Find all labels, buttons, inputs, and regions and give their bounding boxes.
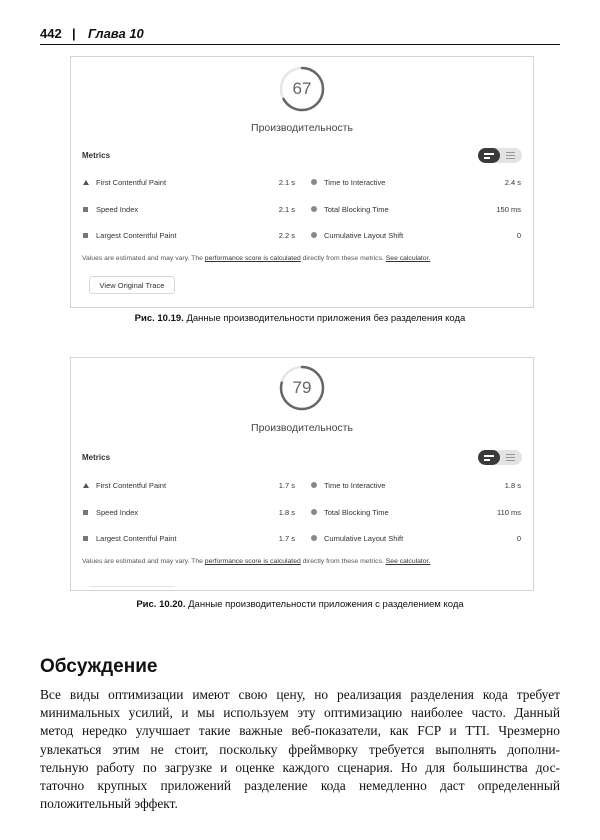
metric-value: 1.7 s [278,481,295,490]
metric-value: 0 [516,534,521,543]
metric-label: Total Blocking Time [324,508,389,517]
metric-label: Total Blocking Time [324,205,389,214]
metric-largest-contentful-paint [83,230,295,242]
metric-value: 0 [516,231,521,240]
metric-value: 2.1 s [278,205,295,214]
metric-label: Speed Index [96,508,139,517]
metric-value: 1.8 s [278,508,295,517]
section-heading: Обсуждение [40,656,158,677]
figure-caption [0,599,600,610]
performance-score-link[interactable]: performance score is calculated [204,558,301,565]
circle-icon [311,179,317,185]
lighthouse-panel-2 [70,357,534,591]
score-gauge [278,364,326,412]
score-gauge [278,65,326,113]
paragraph-line: минимальных усилий, и мы используем эту оптимизацию наиболее часто. Данный [40,705,560,721]
category-title: Производительность [251,422,353,434]
metric-time-to-interactive [311,480,521,492]
circle-icon [311,482,317,488]
paragraph-line: тельную работу по загрузке и оценке каждого сценария. Но для большинства дос- [40,759,560,775]
caption-text: Данные производительности приложения без разделения кода [183,313,466,324]
cropped-button-edge [89,586,175,587]
metric-value: 150 ms [496,205,521,214]
calculator-link[interactable]: See calculator. [385,558,431,565]
metric-label: Time to Interactive [324,481,386,490]
toggle-list-icon [478,148,500,163]
calculator-link[interactable]: See calculator. [385,255,431,262]
paragraph-line: положительный эффект. [40,796,178,812]
circle-icon [311,535,317,541]
paragraph-line: увлекаться этим не стоит, поскольку фреймворку требуется выполнять дополни- [40,741,560,757]
figure-caption [0,313,600,324]
metrics-note [82,558,430,565]
metric-value: 110 ms [496,508,521,517]
paragraph-line: метод нередко улучшает такие важные веб-показатели, как FCP и TTI. Чрезмерно [40,723,560,739]
circle-icon [311,232,317,238]
metric-cumulative-layout-shift [311,230,521,242]
note-text: Values are estimated and may vary. The [82,255,205,262]
page-number: 442 [40,26,62,41]
caption-text: Данные производительности приложения с разделением кода [185,599,464,610]
metrics-view-toggle[interactable] [478,148,522,163]
metrics-heading: Metrics [82,151,111,160]
toggle-list-icon [478,450,500,465]
metric-label: Cumulative Layout Shift [324,534,404,543]
metric-value: 1.8 s [504,481,521,490]
metrics-view-toggle[interactable] [478,450,522,465]
metric-label: First Contentful Paint [96,178,167,187]
metric-speed-index [83,204,295,216]
metric-value: 2.2 s [278,231,295,240]
metric-label: First Contentful Paint [96,481,167,490]
metric-label: Cumulative Layout Shift [324,231,404,240]
square-icon [83,207,88,212]
view-original-trace-button[interactable]: View Original Trace [89,276,175,294]
square-icon [83,233,88,238]
note-text: directly from these metrics. [300,255,386,262]
note-text: directly from these metrics. [300,558,386,565]
paragraph-line: Все виды оптимизации имеют свою цену, но реализация разделения кода требует [40,687,560,702]
metric-value: 2.1 s [278,178,295,187]
metric-label: Largest Contentful Paint [96,534,177,543]
paragraph-line: таточно крупных приложений разделение кода немедленно даст определенный [40,778,560,794]
category-title: Производительность [251,122,353,134]
figure-number: Рис. 10.20. [136,599,186,610]
metric-label: Time to Interactive [324,178,386,187]
metrics-heading: Metrics [82,453,111,462]
circle-icon [311,206,317,212]
chapter-title: Глава 10 [88,26,144,41]
metrics-note [82,255,430,262]
score-value: 79 [292,378,312,397]
metric-value: 1.7 s [278,534,295,543]
metric-first-contentful-paint [83,480,295,492]
triangle-icon [83,483,89,488]
metric-total-blocking-time [311,204,521,216]
metric-label: Largest Contentful Paint [96,231,177,240]
score-value: 67 [292,79,312,98]
body-paragraph [40,686,560,813]
circle-icon [311,509,317,515]
metric-cumulative-layout-shift [311,533,521,545]
triangle-icon [83,180,89,185]
figure-number: Рис. 10.19. [134,313,184,324]
square-icon [83,510,88,515]
lighthouse-panel-1 [70,56,534,308]
metric-speed-index [83,507,295,519]
note-text: Values are estimated and may vary. The [82,558,205,565]
performance-score-link[interactable]: performance score is calculated [204,255,301,262]
metric-time-to-interactive [311,177,521,189]
running-header [40,22,560,45]
metric-first-contentful-paint [83,177,295,189]
metric-largest-contentful-paint [83,533,295,545]
metric-total-blocking-time [311,507,521,519]
metric-label: Speed Index [96,205,139,214]
metric-value: 2.4 s [504,178,521,187]
square-icon [83,536,88,541]
header-separator: | [72,26,76,41]
